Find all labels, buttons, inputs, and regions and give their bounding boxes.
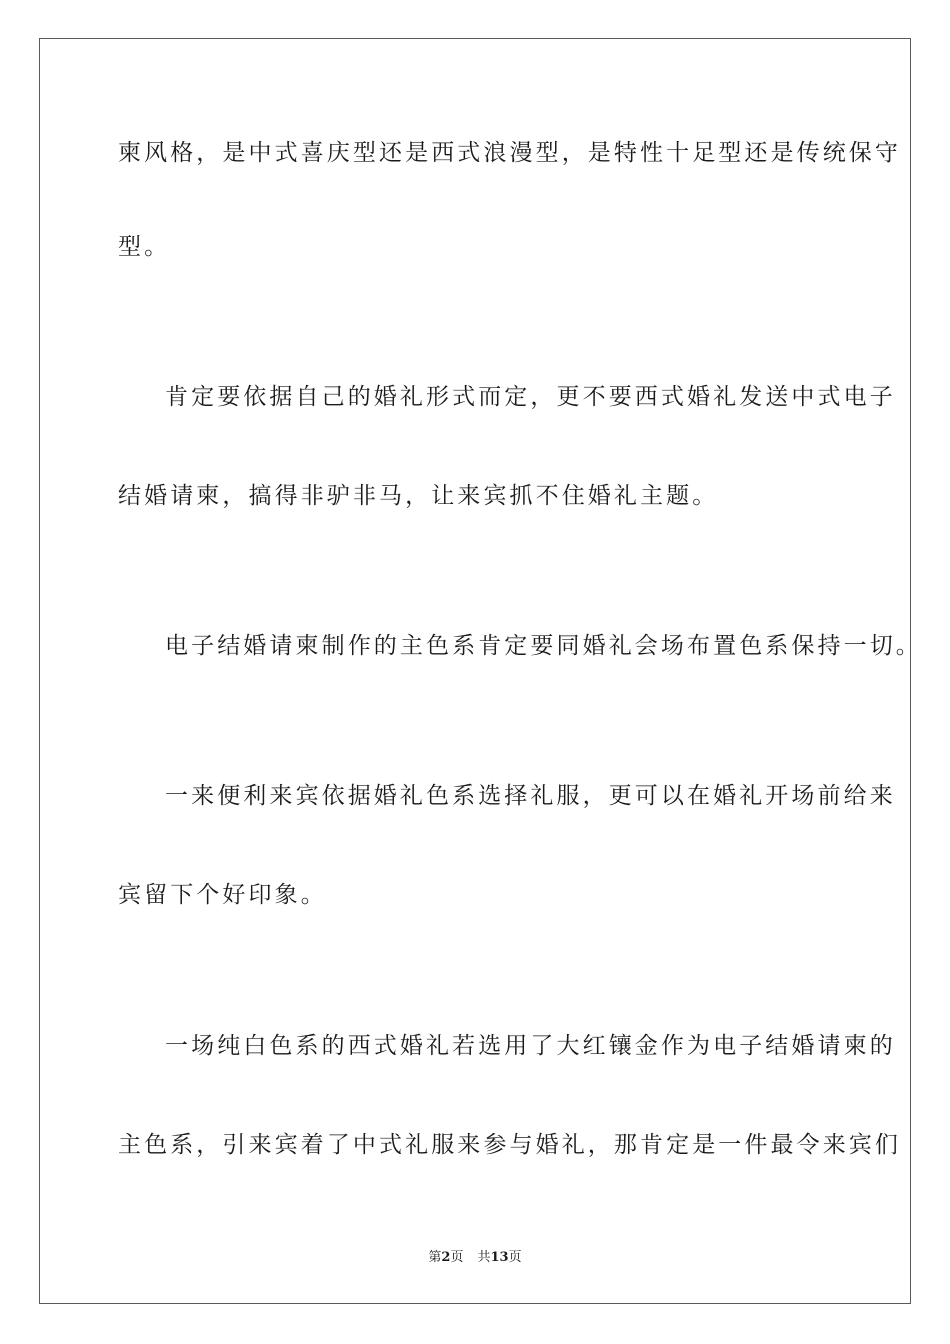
- total-suffix: 页: [508, 1250, 522, 1265]
- text-line-6: 一来便利来宾依据婚礼色系选择礼服，更可以在婚礼开场前给来: [165, 783, 896, 809]
- text-line-3: 肯定要依据自己的婚礼形式而定，更不要西式婚礼发送中式电子: [165, 384, 896, 410]
- text-line-8: 一场纯白色系的西式婚礼若选用了大红镶金作为电子结婚请柬的: [165, 1033, 896, 1059]
- total-pages: 13: [490, 1250, 509, 1265]
- text-line-5: 电子结婚请柬制作的主色系肯定要同婚礼会场布置色系保持一切。: [165, 633, 922, 659]
- total-prefix: 共: [477, 1250, 491, 1265]
- text-line-9: 主色系，引来宾着了中式礼服来参与婚礼，那肯定是一件最令来宾们: [118, 1132, 901, 1158]
- page-border: [39, 38, 911, 1304]
- text-line-2: 型。: [118, 234, 171, 260]
- page-number: 2: [441, 1250, 451, 1265]
- text-line-7: 宾留下个好印象。: [118, 882, 327, 908]
- text-line-4: 结婚请柬，搞得非驴非马，让来宾抓不住婚礼主题。: [118, 483, 719, 509]
- page-prefix: 第: [428, 1250, 442, 1265]
- page-suffix: 页: [450, 1250, 464, 1265]
- text-line-1: 柬风格，是中式喜庆型还是西式浪漫型，是特性十足型还是传统保守: [118, 140, 901, 166]
- page-footer: [0, 1249, 950, 1267]
